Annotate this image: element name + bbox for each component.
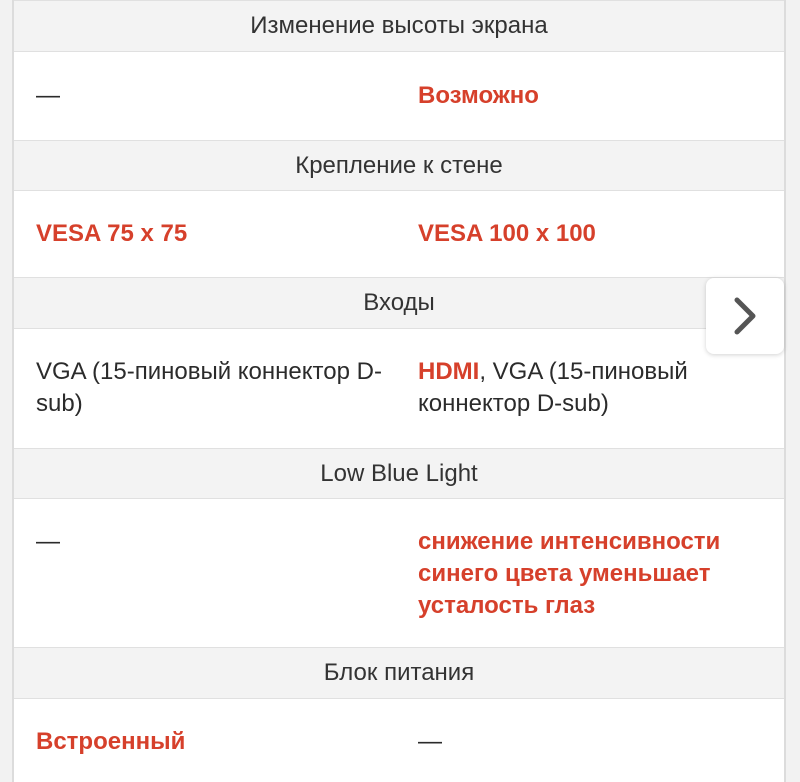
cell-left: Встроенный bbox=[36, 728, 186, 755]
chevron-right-icon bbox=[730, 295, 760, 337]
cell-right bbox=[418, 356, 758, 420]
comparison-table bbox=[14, 0, 784, 782]
section-header bbox=[14, 140, 784, 191]
next-button[interactable] bbox=[706, 278, 784, 354]
section-header-label: Крепление к стене bbox=[295, 151, 503, 179]
section-header-label: Low Blue Light bbox=[320, 459, 478, 487]
cell-left: VGA (15-пиновый коннектор D-sub) bbox=[36, 358, 382, 417]
section-header bbox=[14, 448, 784, 499]
cell-right-rest: , VGA (15-пиновый коннектор D-sub) bbox=[418, 358, 688, 417]
cell-left: — bbox=[36, 528, 60, 555]
table-row bbox=[14, 218, 784, 277]
section-header-label: Блок питания bbox=[323, 659, 475, 686]
section-header-label: Изменение высоты экрана bbox=[250, 12, 548, 39]
section-header-label: Входы bbox=[363, 289, 435, 316]
section-header bbox=[14, 277, 784, 329]
table-row bbox=[14, 80, 784, 140]
hdmi-highlight: HDMI bbox=[418, 358, 480, 385]
section-header bbox=[14, 0, 784, 52]
cell-right: VESA 100 x 100 bbox=[418, 220, 596, 247]
table-row bbox=[14, 526, 784, 647]
cell-right: — bbox=[418, 728, 442, 755]
section-header bbox=[14, 647, 784, 699]
cell-right: снижение интенсивности синего цвета уменьшает усталость глаз bbox=[418, 528, 721, 619]
left-gutter bbox=[0, 0, 14, 782]
cell-left: VESA 75 x 75 bbox=[36, 220, 188, 247]
cell-right: Возможно bbox=[418, 82, 539, 109]
right-gutter bbox=[784, 0, 800, 782]
cell-left: — bbox=[36, 82, 60, 109]
table-row bbox=[14, 356, 784, 448]
table-row bbox=[14, 726, 784, 782]
